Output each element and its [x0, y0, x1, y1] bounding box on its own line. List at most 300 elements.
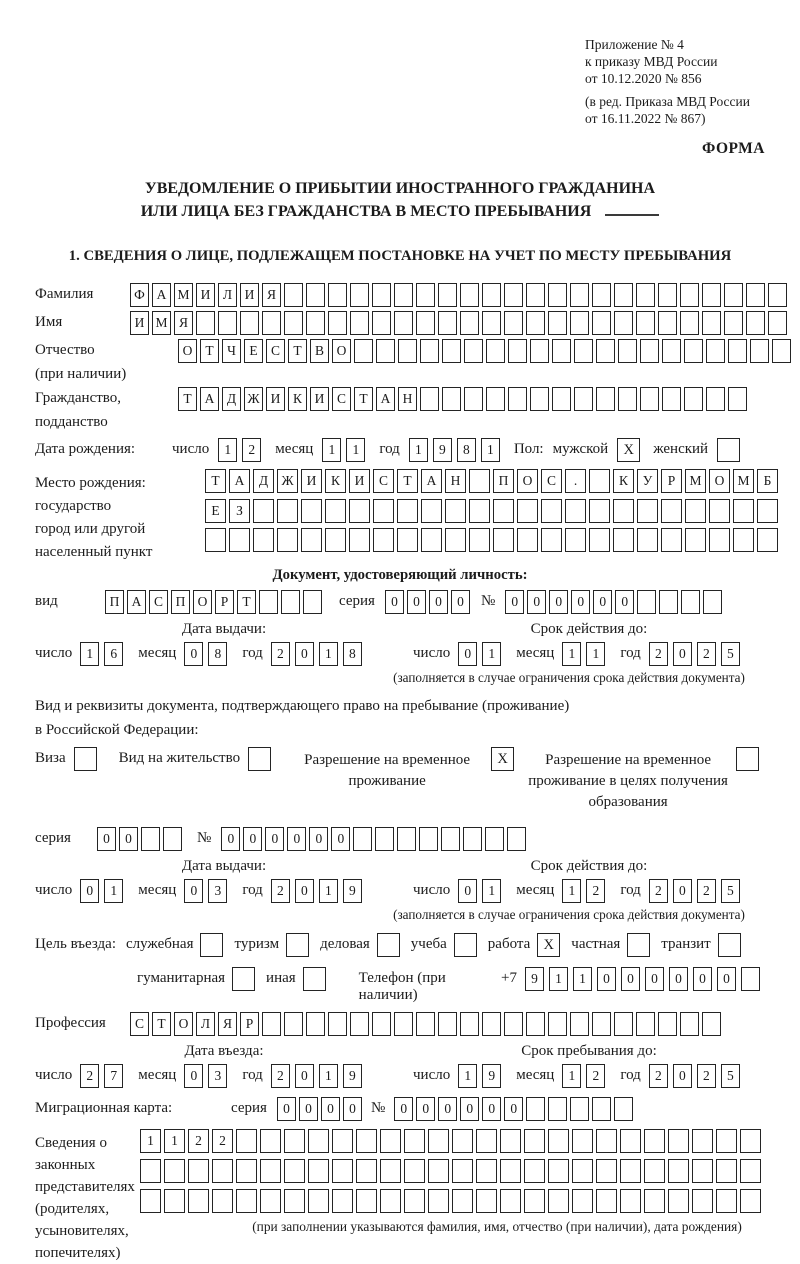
char-cell[interactable] — [565, 499, 586, 523]
char-cell[interactable]: И — [349, 469, 370, 493]
char-cell[interactable] — [662, 387, 681, 411]
char-cell[interactable]: 0 — [394, 1097, 413, 1121]
char-cell[interactable] — [380, 1189, 401, 1213]
purpose-study-checkbox[interactable] — [454, 933, 477, 957]
char-cell[interactable]: 0 — [527, 590, 546, 614]
char-cell[interactable] — [596, 339, 615, 363]
char-cell[interactable] — [404, 1129, 425, 1153]
char-cell[interactable]: О — [178, 339, 197, 363]
char-cell[interactable]: 0 — [458, 879, 477, 903]
char-cell[interactable] — [728, 339, 747, 363]
char-cell[interactable]: 9 — [433, 438, 452, 462]
char-cell[interactable] — [236, 1129, 257, 1153]
char-cell[interactable]: А — [376, 387, 395, 411]
char-cell[interactable] — [526, 311, 545, 335]
char-cell[interactable] — [548, 1012, 567, 1036]
char-cell[interactable]: 2 — [271, 642, 290, 666]
char-cell[interactable] — [397, 499, 418, 523]
char-cell[interactable]: 8 — [208, 642, 227, 666]
char-cell[interactable] — [469, 528, 490, 552]
char-cell[interactable] — [438, 1012, 457, 1036]
char-cell[interactable] — [482, 311, 501, 335]
char-cell[interactable] — [613, 528, 634, 552]
char-cell[interactable] — [445, 499, 466, 523]
char-cell[interactable]: 2 — [212, 1129, 233, 1153]
char-cell[interactable] — [565, 528, 586, 552]
char-cell[interactable] — [303, 590, 322, 614]
char-cell[interactable] — [373, 528, 394, 552]
char-cell[interactable] — [692, 1129, 713, 1153]
char-cell[interactable]: 0 — [385, 590, 404, 614]
char-cell[interactable] — [350, 311, 369, 335]
char-cell[interactable] — [306, 283, 325, 307]
char-cell[interactable] — [428, 1189, 449, 1213]
char-cell[interactable] — [229, 528, 250, 552]
char-cell[interactable] — [592, 1012, 611, 1036]
char-cell[interactable]: Р — [215, 590, 234, 614]
char-cell[interactable] — [420, 339, 439, 363]
char-cell[interactable]: И — [266, 387, 285, 411]
char-cell[interactable] — [620, 1189, 641, 1213]
char-cell[interactable] — [420, 387, 439, 411]
char-cell[interactable]: 0 — [299, 1097, 318, 1121]
char-cell[interactable]: З — [229, 499, 250, 523]
char-cell[interactable]: 0 — [97, 827, 116, 851]
char-cell[interactable] — [668, 1129, 689, 1153]
char-cell[interactable] — [308, 1189, 329, 1213]
char-cell[interactable]: 0 — [184, 1064, 203, 1088]
char-cell[interactable]: 0 — [80, 879, 99, 903]
char-cell[interactable] — [460, 1012, 479, 1036]
char-cell[interactable] — [486, 339, 505, 363]
char-cell[interactable]: К — [613, 469, 634, 493]
char-cell[interactable]: 0 — [265, 827, 284, 851]
char-cell[interactable] — [740, 1189, 761, 1213]
char-cell[interactable]: 1 — [586, 642, 605, 666]
char-cell[interactable] — [757, 528, 778, 552]
char-cell[interactable] — [188, 1189, 209, 1213]
char-cell[interactable] — [500, 1189, 521, 1213]
char-cell[interactable] — [640, 339, 659, 363]
char-cell[interactable]: 5 — [721, 1064, 740, 1088]
char-cell[interactable]: 1 — [573, 967, 592, 991]
char-cell[interactable] — [476, 1189, 497, 1213]
char-cell[interactable] — [404, 1189, 425, 1213]
char-cell[interactable] — [740, 1129, 761, 1153]
char-cell[interactable] — [548, 1097, 567, 1121]
char-cell[interactable] — [260, 1189, 281, 1213]
char-cell[interactable] — [548, 1189, 569, 1213]
char-cell[interactable] — [306, 1012, 325, 1036]
char-cell[interactable] — [445, 528, 466, 552]
char-cell[interactable]: Л — [218, 283, 237, 307]
purpose-work-checkbox[interactable]: X — [537, 933, 560, 957]
char-cell[interactable]: 8 — [343, 642, 362, 666]
char-cell[interactable] — [253, 499, 274, 523]
char-cell[interactable] — [482, 283, 501, 307]
char-cell[interactable] — [613, 499, 634, 523]
char-cell[interactable]: С — [266, 339, 285, 363]
char-cell[interactable] — [507, 827, 526, 851]
char-cell[interactable]: Д — [253, 469, 274, 493]
char-cell[interactable] — [592, 283, 611, 307]
char-cell[interactable] — [205, 528, 226, 552]
char-cell[interactable] — [328, 311, 347, 335]
char-cell[interactable] — [620, 1129, 641, 1153]
char-cell[interactable]: М — [733, 469, 754, 493]
char-cell[interactable]: Б — [757, 469, 778, 493]
char-cell[interactable] — [541, 528, 562, 552]
char-cell[interactable] — [548, 283, 567, 307]
char-cell[interactable]: 2 — [697, 879, 716, 903]
char-cell[interactable]: 0 — [621, 967, 640, 991]
char-cell[interactable]: 0 — [407, 590, 426, 614]
char-cell[interactable]: 0 — [673, 1064, 692, 1088]
char-cell[interactable]: Я — [262, 283, 281, 307]
char-cell[interactable] — [140, 1189, 161, 1213]
char-cell[interactable] — [486, 387, 505, 411]
char-cell[interactable]: . — [565, 469, 586, 493]
char-cell[interactable]: 0 — [309, 827, 328, 851]
char-cell[interactable] — [658, 1012, 677, 1036]
char-cell[interactable]: 0 — [438, 1097, 457, 1121]
char-cell[interactable]: П — [171, 590, 190, 614]
char-cell[interactable] — [636, 1012, 655, 1036]
char-cell[interactable] — [517, 499, 538, 523]
char-cell[interactable]: М — [685, 469, 706, 493]
char-cell[interactable] — [240, 311, 259, 335]
char-cell[interactable] — [644, 1129, 665, 1153]
char-cell[interactable] — [394, 283, 413, 307]
char-cell[interactable] — [469, 469, 490, 493]
char-cell[interactable]: 2 — [586, 1064, 605, 1088]
char-cell[interactable]: 2 — [586, 879, 605, 903]
purpose-tourism-checkbox[interactable] — [286, 933, 309, 957]
char-cell[interactable] — [284, 1189, 305, 1213]
char-cell[interactable] — [589, 469, 610, 493]
char-cell[interactable]: С — [373, 469, 394, 493]
char-cell[interactable] — [482, 1012, 501, 1036]
char-cell[interactable] — [277, 499, 298, 523]
char-cell[interactable]: С — [541, 469, 562, 493]
char-cell[interactable] — [685, 499, 706, 523]
char-cell[interactable] — [460, 283, 479, 307]
char-cell[interactable] — [658, 311, 677, 335]
char-cell[interactable] — [541, 499, 562, 523]
char-cell[interactable] — [741, 967, 760, 991]
purpose-other-checkbox[interactable] — [303, 967, 326, 991]
char-cell[interactable] — [548, 311, 567, 335]
char-cell[interactable]: 1 — [319, 879, 338, 903]
char-cell[interactable]: И — [301, 469, 322, 493]
char-cell[interactable] — [398, 339, 417, 363]
char-cell[interactable] — [328, 283, 347, 307]
char-cell[interactable] — [284, 311, 303, 335]
char-cell[interactable] — [349, 528, 370, 552]
char-cell[interactable] — [356, 1129, 377, 1153]
char-cell[interactable] — [768, 283, 787, 307]
char-cell[interactable]: 0 — [416, 1097, 435, 1121]
char-cell[interactable] — [706, 339, 725, 363]
char-cell[interactable] — [380, 1129, 401, 1153]
char-cell[interactable]: Р — [661, 469, 682, 493]
char-cell[interactable]: О — [332, 339, 351, 363]
char-cell[interactable]: 1 — [319, 1064, 338, 1088]
char-cell[interactable]: 1 — [458, 1064, 477, 1088]
char-cell[interactable]: 6 — [104, 642, 123, 666]
char-cell[interactable] — [306, 311, 325, 335]
char-cell[interactable]: 1 — [319, 642, 338, 666]
char-cell[interactable] — [733, 499, 754, 523]
char-cell[interactable] — [570, 1012, 589, 1036]
char-cell[interactable] — [262, 1012, 281, 1036]
char-cell[interactable]: О — [517, 469, 538, 493]
char-cell[interactable] — [397, 827, 416, 851]
char-cell[interactable]: Р — [240, 1012, 259, 1036]
char-cell[interactable]: 1 — [322, 438, 341, 462]
char-cell[interactable] — [746, 283, 765, 307]
char-cell[interactable]: Ж — [244, 387, 263, 411]
char-cell[interactable]: А — [152, 283, 171, 307]
char-cell[interactable]: И — [196, 283, 215, 307]
char-cell[interactable] — [530, 339, 549, 363]
char-cell[interactable] — [702, 1012, 721, 1036]
char-cell[interactable] — [662, 339, 681, 363]
char-cell[interactable]: 1 — [164, 1129, 185, 1153]
char-cell[interactable] — [493, 499, 514, 523]
char-cell[interactable]: 2 — [188, 1129, 209, 1153]
purpose-private-checkbox[interactable] — [627, 933, 650, 957]
char-cell[interactable]: К — [288, 387, 307, 411]
char-cell[interactable] — [464, 387, 483, 411]
char-cell[interactable]: Ч — [222, 339, 241, 363]
char-cell[interactable]: 0 — [717, 967, 736, 991]
char-cell[interactable]: Ф — [130, 283, 149, 307]
char-cell[interactable]: 0 — [119, 827, 138, 851]
char-cell[interactable] — [212, 1189, 233, 1213]
char-cell[interactable] — [421, 499, 442, 523]
char-cell[interactable] — [416, 311, 435, 335]
option-temp-residence-education-checkbox[interactable] — [736, 747, 759, 771]
purpose-transit-checkbox[interactable] — [718, 933, 741, 957]
char-cell[interactable] — [284, 283, 303, 307]
char-cell[interactable] — [460, 311, 479, 335]
char-cell[interactable]: С — [149, 590, 168, 614]
char-cell[interactable] — [668, 1189, 689, 1213]
option-temp-residence-checkbox[interactable]: X — [491, 747, 514, 771]
char-cell[interactable] — [485, 827, 504, 851]
char-cell[interactable]: 0 — [343, 1097, 362, 1121]
char-cell[interactable]: 1 — [104, 879, 123, 903]
char-cell[interactable] — [637, 499, 658, 523]
char-cell[interactable]: Т — [237, 590, 256, 614]
char-cell[interactable] — [464, 339, 483, 363]
char-cell[interactable]: 0 — [673, 879, 692, 903]
char-cell[interactable]: 1 — [80, 642, 99, 666]
char-cell[interactable]: 0 — [221, 827, 240, 851]
char-cell[interactable] — [308, 1129, 329, 1153]
char-cell[interactable] — [685, 528, 706, 552]
char-cell[interactable]: 0 — [184, 642, 203, 666]
char-cell[interactable] — [354, 339, 373, 363]
char-cell[interactable]: С — [130, 1012, 149, 1036]
char-cell[interactable] — [636, 311, 655, 335]
char-cell[interactable]: 1 — [409, 438, 428, 462]
char-cell[interactable] — [618, 387, 637, 411]
char-cell[interactable]: О — [709, 469, 730, 493]
char-cell[interactable] — [421, 528, 442, 552]
char-cell[interactable] — [163, 827, 182, 851]
char-cell[interactable]: 0 — [331, 827, 350, 851]
char-cell[interactable] — [332, 1129, 353, 1153]
char-cell[interactable] — [493, 528, 514, 552]
char-cell[interactable] — [572, 1189, 593, 1213]
char-cell[interactable]: 1 — [481, 438, 500, 462]
char-cell[interactable]: 0 — [295, 642, 314, 666]
char-cell[interactable] — [530, 387, 549, 411]
char-cell[interactable]: 9 — [343, 1064, 362, 1088]
char-cell[interactable] — [463, 827, 482, 851]
char-cell[interactable] — [757, 499, 778, 523]
char-cell[interactable] — [614, 283, 633, 307]
char-cell[interactable] — [596, 1129, 617, 1153]
char-cell[interactable] — [524, 1129, 545, 1153]
char-cell[interactable]: 0 — [460, 1097, 479, 1121]
char-cell[interactable]: 0 — [669, 967, 688, 991]
char-cell[interactable] — [373, 499, 394, 523]
char-cell[interactable] — [438, 283, 457, 307]
char-cell[interactable]: Т — [178, 387, 197, 411]
char-cell[interactable]: 0 — [287, 827, 306, 851]
char-cell[interactable] — [277, 528, 298, 552]
char-cell[interactable] — [570, 283, 589, 307]
char-cell[interactable] — [372, 1012, 391, 1036]
char-cell[interactable] — [716, 1189, 737, 1213]
char-cell[interactable] — [684, 387, 703, 411]
char-cell[interactable]: 3 — [208, 1064, 227, 1088]
char-cell[interactable]: 0 — [184, 879, 203, 903]
char-cell[interactable] — [636, 283, 655, 307]
char-cell[interactable] — [284, 1012, 303, 1036]
char-cell[interactable]: И — [310, 387, 329, 411]
char-cell[interactable] — [680, 311, 699, 335]
char-cell[interactable]: 0 — [295, 1064, 314, 1088]
char-cell[interactable]: 0 — [504, 1097, 523, 1121]
char-cell[interactable]: О — [193, 590, 212, 614]
char-cell[interactable] — [552, 387, 571, 411]
char-cell[interactable]: А — [421, 469, 442, 493]
char-cell[interactable]: 5 — [721, 642, 740, 666]
char-cell[interactable]: 2 — [649, 1064, 668, 1088]
char-cell[interactable] — [325, 499, 346, 523]
char-cell[interactable]: Т — [354, 387, 373, 411]
char-cell[interactable]: 1 — [482, 879, 501, 903]
char-cell[interactable] — [750, 339, 769, 363]
char-cell[interactable] — [637, 590, 656, 614]
char-cell[interactable] — [517, 528, 538, 552]
char-cell[interactable]: 1 — [562, 1064, 581, 1088]
char-cell[interactable]: 2 — [271, 1064, 290, 1088]
char-cell[interactable]: П — [105, 590, 124, 614]
char-cell[interactable] — [284, 1129, 305, 1153]
char-cell[interactable]: Л — [196, 1012, 215, 1036]
char-cell[interactable] — [548, 1129, 569, 1153]
char-cell[interactable]: Т — [397, 469, 418, 493]
char-cell[interactable]: 0 — [597, 967, 616, 991]
char-cell[interactable] — [733, 528, 754, 552]
char-cell[interactable] — [644, 1189, 665, 1213]
char-cell[interactable] — [681, 590, 700, 614]
char-cell[interactable]: 2 — [80, 1064, 99, 1088]
char-cell[interactable]: 9 — [525, 967, 544, 991]
char-cell[interactable] — [614, 1012, 633, 1036]
char-cell[interactable]: М — [152, 311, 171, 335]
char-cell[interactable]: 9 — [482, 1064, 501, 1088]
char-cell[interactable] — [589, 499, 610, 523]
char-cell[interactable] — [476, 1129, 497, 1153]
char-cell[interactable]: 1 — [218, 438, 237, 462]
char-cell[interactable]: 0 — [458, 642, 477, 666]
char-cell[interactable] — [325, 528, 346, 552]
char-cell[interactable]: 0 — [615, 590, 634, 614]
char-cell[interactable] — [281, 590, 300, 614]
char-cell[interactable] — [640, 387, 659, 411]
char-cell[interactable] — [772, 339, 791, 363]
char-cell[interactable] — [416, 283, 435, 307]
char-cell[interactable]: 8 — [457, 438, 476, 462]
char-cell[interactable]: 0 — [505, 590, 524, 614]
char-cell[interactable] — [574, 339, 593, 363]
char-cell[interactable]: Н — [445, 469, 466, 493]
char-cell[interactable] — [372, 283, 391, 307]
sex-female-checkbox[interactable] — [717, 438, 740, 462]
char-cell[interactable] — [452, 1189, 473, 1213]
char-cell[interactable]: И — [240, 283, 259, 307]
char-cell[interactable]: 0 — [277, 1097, 296, 1121]
char-cell[interactable] — [301, 528, 322, 552]
char-cell[interactable] — [596, 1189, 617, 1213]
char-cell[interactable]: 0 — [451, 590, 470, 614]
char-cell[interactable]: П — [493, 469, 514, 493]
char-cell[interactable]: 0 — [429, 590, 448, 614]
char-cell[interactable] — [768, 311, 787, 335]
char-cell[interactable]: И — [130, 311, 149, 335]
char-cell[interactable] — [702, 311, 721, 335]
char-cell[interactable] — [724, 311, 743, 335]
char-cell[interactable]: Е — [205, 499, 226, 523]
char-cell[interactable] — [709, 499, 730, 523]
char-cell[interactable] — [552, 339, 571, 363]
purpose-business-checkbox[interactable] — [377, 933, 400, 957]
char-cell[interactable] — [376, 339, 395, 363]
char-cell[interactable]: 7 — [104, 1064, 123, 1088]
char-cell[interactable] — [328, 1012, 347, 1036]
char-cell[interactable]: 0 — [645, 967, 664, 991]
char-cell[interactable]: С — [332, 387, 351, 411]
char-cell[interactable] — [438, 311, 457, 335]
char-cell[interactable]: 1 — [549, 967, 568, 991]
char-cell[interactable] — [716, 1129, 737, 1153]
char-cell[interactable] — [375, 827, 394, 851]
char-cell[interactable]: 1 — [562, 879, 581, 903]
char-cell[interactable]: 2 — [697, 642, 716, 666]
char-cell[interactable]: 0 — [243, 827, 262, 851]
char-cell[interactable]: К — [325, 469, 346, 493]
char-cell[interactable] — [349, 499, 370, 523]
char-cell[interactable] — [592, 311, 611, 335]
char-cell[interactable] — [442, 339, 461, 363]
char-cell[interactable] — [706, 387, 725, 411]
